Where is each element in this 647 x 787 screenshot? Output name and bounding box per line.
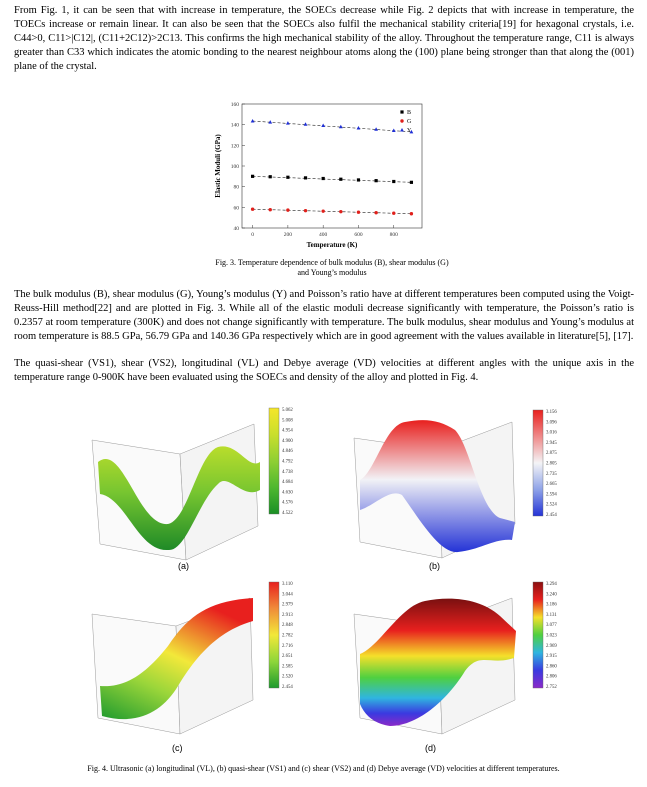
legend-label-B: B [407, 110, 412, 116]
colorbar-tick-label: 2.860 [546, 664, 557, 670]
x-tick-label: 200 [283, 232, 293, 238]
colorbar-tick-label: 4.576 [282, 500, 293, 506]
colorbar-tick-label: 2.945 [546, 440, 557, 446]
y-tick-label: 40 [233, 226, 239, 232]
y-tick-label: 100 [230, 164, 239, 170]
colorbar-b [532, 408, 568, 520]
colorbar-tick-label: 2.520 [282, 674, 293, 680]
legend-label-G: G [407, 119, 412, 125]
colorbar-tick-label: 2.454 [546, 513, 557, 518]
colorbar-tick-label: 3.240 [546, 592, 557, 598]
colorbar-tick-label: 2.913 [282, 612, 293, 618]
y-tick-label: 60 [233, 205, 239, 212]
point-G [374, 211, 377, 214]
colorbar-tick-label: 2.651 [282, 654, 293, 660]
colorbar-a [268, 406, 304, 518]
colorbar-tick-label: 4.522 [282, 511, 293, 516]
trend-line-B [253, 176, 412, 182]
paragraph-soecs: From Fig. 1, it can be seen that with increase in temperature, the SOECs decrease while Fig. 2 depicts that with increase in temperature, the TOECs increase or remain linear. It can also be seen that the SOECs also fulfil the mechanical stability criteria[19] for hexagonal crystals, i.e. C44>0, C11>|C12|, (C11+2C12)>2C13. This confirms the high mechanical stability of the alloy. Throughout the temperature range, C11 is always greater than C33 which indicates the atomic bonding to the nearest neighbour atoms along the (100) plane being stronger than that along the (001) plane of the crystal. [14, 5, 634, 72]
colorbar-tick-label: 3.096 [546, 420, 557, 426]
colorbar-tick-label: 2.716 [282, 643, 293, 649]
point-B [375, 179, 378, 182]
colorbar-c [268, 580, 304, 692]
point-G [304, 209, 307, 212]
colorbar-tick-label: 3.044 [282, 592, 293, 598]
paragraph-moduli: The bulk modulus (B), shear modulus (G), Young’s modulus (Y) and Poisson’s ratio have at different temperatures been computed using the Voigt-Reuss-Hill method[22] and are plotted in Fig. 3. While all of the elastic moduli decrease significantly with temperature, the Poisson’s ratio is 0.2357 at room temperature (300K) and does not change significantly with temperature. The bulk modulus, shear modulus and Young’s modulus at room temperature is 88.5 GPa, 56.79 GPa and 140.36 GPa respectively which are in good agreement with the values available in literature[5], [17]. [14, 289, 634, 342]
point-Y [304, 122, 308, 126]
point-Y [339, 125, 343, 129]
colorbar-gradient [533, 582, 543, 688]
x-tick-label: 600 [354, 232, 363, 238]
point-B [269, 175, 272, 178]
fig4-label-c: (c) [172, 743, 183, 753]
legend-marker-B [400, 110, 403, 113]
x-tick-label: 400 [319, 232, 328, 238]
colorbar-tick-label: 3.110 [282, 582, 293, 587]
paragraph-velocities: The quasi-shear (VS1), shear (VS2), longitudinal (VL) and Debye average (VD) velocities at different angles with the unique axis in the temperature range 0-900K have been evaluated using the SOECs and density of the alloy and plotted in Fig. 4. [14, 358, 634, 383]
colorbar-tick-label: 3.156 [546, 410, 557, 415]
trend-line-G [253, 209, 412, 214]
y-axis-label: Elastic Moduli (GPa) [214, 134, 222, 198]
point-B [322, 177, 325, 180]
x-tick-label: 800 [389, 232, 398, 238]
legend-label-Y: Y [407, 128, 412, 134]
colorbar-tick-label: 4.792 [282, 459, 293, 465]
y-tick-label: 160 [230, 102, 239, 108]
colorbar-tick-label: 3.023 [546, 633, 557, 639]
colorbar-tick-label: 3.016 [546, 430, 557, 436]
colorbar-tick-label: 2.782 [282, 633, 293, 639]
point-B [339, 178, 342, 181]
fig4-label-b: (b) [429, 561, 440, 571]
point-G [321, 209, 324, 212]
colorbar-tick-label: 2.875 [546, 451, 557, 457]
y-tick-label: 80 [233, 184, 239, 191]
colorbar-tick-label: 5.062 [282, 408, 293, 413]
colorbar-tick-label: 4.738 [282, 469, 293, 475]
colorbar-tick-label: 3.294 [546, 582, 557, 587]
colorbar-tick-label: 2.735 [546, 471, 557, 477]
point-Y [268, 120, 272, 124]
point-Y [321, 123, 325, 127]
colorbar-tick-label: 2.454 [282, 685, 293, 690]
point-Y [357, 126, 361, 129]
colorbar-tick-label: 3.077 [546, 623, 557, 629]
point-B [410, 181, 413, 184]
point-B [286, 176, 289, 179]
colorbar-tick-label: 3.131 [546, 612, 557, 618]
colorbar-gradient [533, 410, 543, 516]
fig4-label-d: (d) [425, 743, 436, 753]
colorbar-tick-label: 4.954 [282, 428, 293, 434]
fig4-label-a: (a) [178, 561, 189, 571]
x-axis-label: Temperature (K) [306, 241, 358, 249]
colorbar-tick-label: 5.008 [282, 418, 293, 424]
point-G [392, 212, 395, 215]
point-Y [374, 127, 378, 131]
colorbar-d [532, 580, 568, 692]
colorbar-tick-label: 2.665 [546, 482, 557, 488]
colorbar-tick-label: 2.915 [546, 654, 557, 660]
colorbar-tick-label: 4.846 [282, 449, 293, 455]
colorbar-tick-label: 3.186 [546, 602, 557, 608]
colorbar-tick-label: 2.585 [282, 664, 293, 670]
point-B [304, 176, 307, 179]
y-tick-label: 120 [230, 143, 239, 150]
legend-marker-G [400, 119, 403, 122]
colorbar-tick-label: 2.594 [546, 492, 557, 498]
point-B [357, 178, 360, 181]
colorbar-tick-label: 4.630 [282, 490, 293, 496]
point-Y [286, 121, 290, 125]
point-G [339, 210, 342, 213]
trend-line-Y [253, 121, 412, 132]
x-tick-label: 0 [251, 232, 254, 238]
point-G [357, 210, 360, 213]
colorbar-gradient [269, 408, 279, 514]
colorbar-tick-label: 2.848 [282, 623, 293, 629]
colorbar-tick-label: 4.900 [282, 438, 293, 444]
colorbar-tick-label: 2.806 [546, 674, 557, 680]
colorbar-tick-label: 2.752 [546, 685, 557, 690]
colorbar-gradient [269, 582, 279, 688]
point-B [251, 175, 254, 178]
fig3-caption: Fig. 3. Temperature dependence of bulk modulus (B), shear modulus (G) and Young’s modulus [215, 258, 449, 277]
colorbar-tick-label: 2.805 [546, 461, 557, 467]
y-tick-label: 140 [230, 122, 239, 129]
colorbar-tick-label: 2.979 [282, 602, 293, 608]
fig4-caption: Fig. 4. Ultrasonic (a) longitudinal (VL), (b) quasi-shear (VS1) and (c) shear (VS2) and (d) Debye average (VD) velocities at different temperatures. [87, 764, 560, 773]
point-B [392, 180, 395, 183]
point-Y [251, 119, 255, 123]
legend-marker-Y [400, 128, 404, 132]
colorbar-tick-label: 2.969 [546, 643, 557, 649]
colorbar-tick-label: 2.524 [546, 502, 557, 508]
fig3-chart [210, 98, 452, 258]
point-G [286, 208, 289, 211]
colorbar-tick-label: 4.684 [282, 480, 293, 486]
point-G [251, 207, 254, 210]
point-G [269, 208, 272, 211]
point-G [410, 212, 413, 215]
